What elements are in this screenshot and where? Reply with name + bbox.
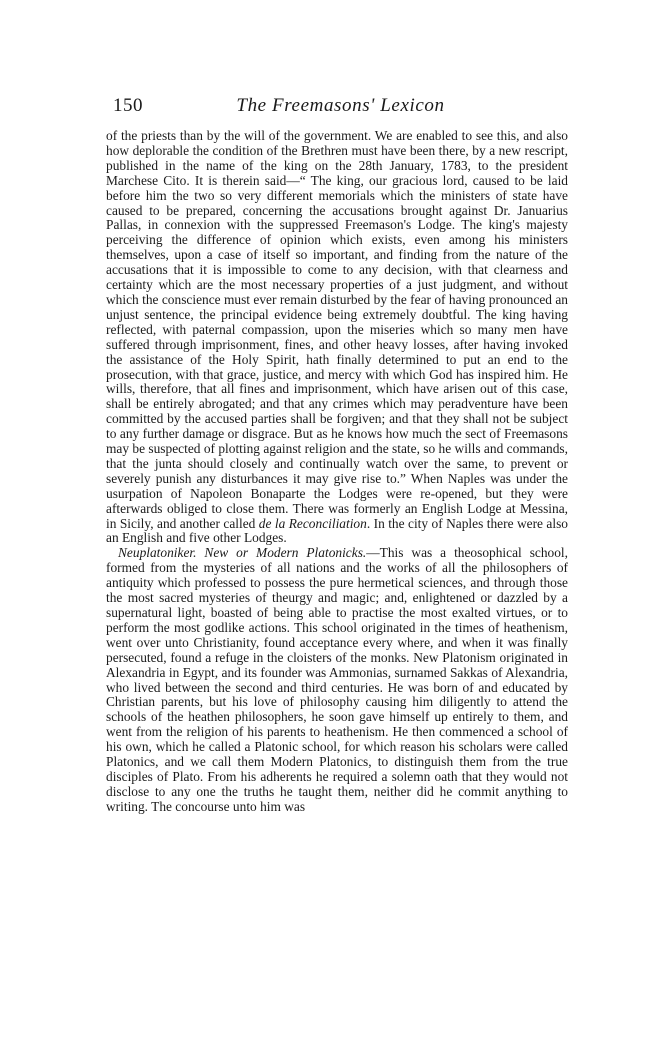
running-head xyxy=(113,95,568,121)
entry-neuplatoniker xyxy=(106,546,568,814)
page-number: 150 xyxy=(113,95,143,116)
paragraph-naples xyxy=(106,129,568,546)
entry-headword: Neuplatoniker. New or Modern Platonicks. xyxy=(118,545,367,561)
body-text xyxy=(106,129,568,815)
paragraph-text-end: . In the city of Naples there were also an English and five other Lodges. xyxy=(106,515,568,546)
running-title: The Freemasons' Lexicon xyxy=(236,95,445,116)
lodge-name: de la Reconciliation xyxy=(258,515,367,531)
entry-text: —This was a theosophical school, formed from the mysteries of all nations and the works of all the philosophers of antiquity which professed to possess the pure hermetical sciences, and through those the most sacred mysteries of theurgy and magic; and, enlightened or dazzled by a supernatural light, boasted of being able to practise the most exalted virtues, or to perform the most godlike actions. This school originated in the times of heathenism, went over unto Christianity, found acceptance every where, and when it was finally persecuted, found a refuge in the cloisters of the monks. New Platonism originated in Alexandria in Egypt, and its founder was Ammonias, surnamed Sakkas of Alexandria, who lived between the second and third centuries. He was born of and educated by Christian parents, but his love of philosophy causing him diligently to attend the schools of the heathen philosophers, he soon gave himself up entirely to them, and went from the religion of his parents to heathenism. He then commenced a school of his own, which he called a Platonic school, for which reason his scholars were called Platonics, and we call them Modern Platonics, to distinguish them from the true disciples of Plato. From his adherents he required a solemn oath that they would not disclose to any one the truths he taught them, neither did he commit anything to writing. The concourse unto him was xyxy=(106,545,568,814)
paragraph-text: of the priests than by the will of the government. We are enabled to see this, and also how deplorable the condition of the Brethren must have been there, by a new rescript, published in the name of the king on the 28th January, 1783, to the president Marchese Cito. It is therein said—“ The king, our gracious lord, caused to be laid before him the two so very different memorials which the ministers of state have caused to be prepared, concerning the accusations brought against Dr. Januarius Pallas, in connexion with the suppressed Freemason's Lodge. The king's majesty perceiving the difference of opinion which exists, even among his ministers themselves, upon a case of itself so important, and finding from the nature of the accusations that it is impossible to come to any decision, with that clearness and certainty which are the most necessary properties of a just judgment, and without which the conscience must ever remain disturbed by the fear of having pronounced an unjust sentence, the principal evidence being extremely doubtful. The king having reflected, with paternal compassion, upon the miseries which so many men have suffered through imprisonment, fines, and other heavy losses, after having invoked the assistance of the Holy Spirit, hath finally determined to put an end to the prosecution, with that grace, justice, and mercy with which God has inspired him. He wills, therefore, that all fines and imprisonment, which have arisen out of this case, shall be entirely abrogated; and that any crimes which may peradventure have been committed by the accused parties shall be forgiven; and that they shall not be subject to any further damage or disgrace. But as he knows how much the sect of Freemasons may be suspected of plotting against religion and the state, so he wills and commands, that the junta should closely and continually watch over the same, to prevent or severely punish any disturbances it may give rise to.” When Naples was under the usurpation of Napoleon Bonaparte the Lodges were re-opened, but they were afterwards obliged to close them. There was formerly an English Lodge at Messina, in Sicily, and another called xyxy=(106,128,568,531)
